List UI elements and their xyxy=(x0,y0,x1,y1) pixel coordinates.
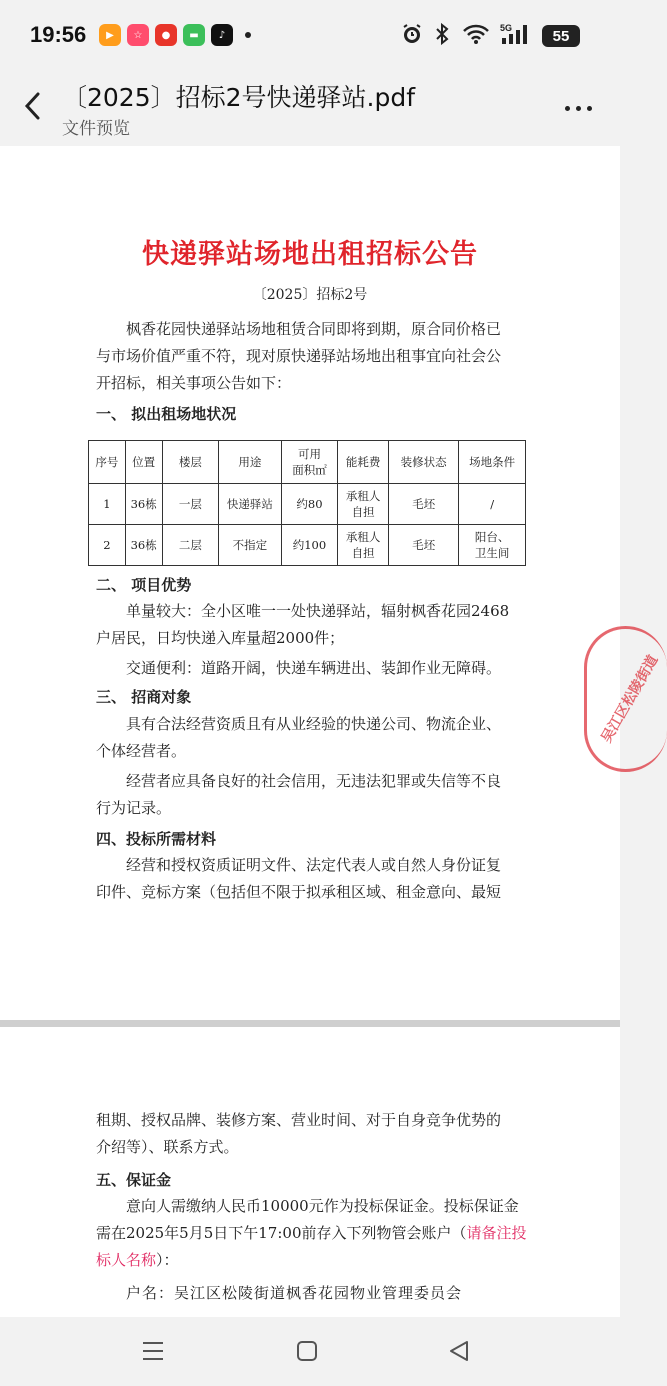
text-line: 行为记录。 xyxy=(96,799,172,817)
document-title: 快递驿站场地出租招标公告 xyxy=(142,239,478,270)
table-cell: 36栋 xyxy=(125,525,162,566)
chat-app-icon: ▬ xyxy=(183,24,205,46)
file-title: 〔2025〕招标2号快递驿站.pdf xyxy=(62,83,416,112)
table-row xyxy=(89,525,526,566)
table-header-text: 可用 xyxy=(297,447,321,461)
app-header xyxy=(0,70,620,146)
table-cell: 1 xyxy=(89,484,126,525)
text-line: 户居民，日均快递入库量超2000件； xyxy=(96,629,345,647)
chevron-left-icon xyxy=(23,91,41,121)
notification-icons xyxy=(99,24,251,46)
target-paragraph-2 xyxy=(96,768,526,822)
table-cell xyxy=(338,484,389,525)
system-navigation-bar xyxy=(0,1317,620,1386)
recent-apps-button[interactable] xyxy=(135,1333,171,1369)
cell-text: 卫生间 xyxy=(474,546,510,560)
pdf-page-1[interactable] xyxy=(0,146,662,1020)
table-cell: 毛坯 xyxy=(388,525,458,566)
cell-text: / xyxy=(490,497,495,511)
document-number: 〔2025〕招标2号 xyxy=(252,287,368,303)
table-header-cell: 楼层 xyxy=(162,441,219,484)
text-line: 枫香花园快递驿站场地租赁合同即将到期，原合同价格已 xyxy=(126,320,502,338)
text-line: 租期、授权品牌、装修方案、营业时间、对于自身竞争优势的 xyxy=(96,1111,502,1129)
advantage-paragraph-2 xyxy=(96,655,526,682)
text-line: 单量较大：全小区唯一一处快递驿站，辐射枫香花园2468 xyxy=(126,602,510,620)
table-row xyxy=(89,484,526,525)
file-preview-label: 文件预览 xyxy=(62,119,130,139)
text-line: 交通便利：道路开阔，快递车辆进出、装卸作业无障碍。 xyxy=(126,659,502,677)
table-cell: 约80 xyxy=(281,484,338,525)
back-triangle-icon xyxy=(447,1339,471,1363)
more-dot-icon xyxy=(565,106,570,111)
text-line: 经营者应具备良好的社会信用，无违法犯罪或失信等不良 xyxy=(126,772,502,790)
svg-text:5G: 5G xyxy=(500,23,513,33)
text-line: 个体经营者。 xyxy=(96,742,187,760)
text-line: 具有合法经营资质且有从业经验的快递公司、物流企业、 xyxy=(126,715,502,733)
table-cell: 不指定 xyxy=(219,525,282,566)
system-icons xyxy=(400,22,528,46)
text-segment: ）： xyxy=(156,1251,179,1269)
cell-text: 承租人 xyxy=(345,530,381,544)
table-cell: 快递驿站 xyxy=(219,484,282,525)
tiktok-icon: ♪ xyxy=(211,24,233,46)
cell-text: 自担 xyxy=(351,546,375,560)
section-heading-1: 一、 拟出租场地状况 xyxy=(96,405,237,423)
more-dot-icon xyxy=(587,106,592,111)
food-app-icon: ● xyxy=(155,24,177,46)
target-paragraph-1 xyxy=(96,711,526,765)
table-cell: 毛坯 xyxy=(388,484,458,525)
section-heading-3: 三、 招商对象 xyxy=(96,688,192,706)
table-header-text: 面积㎡ xyxy=(292,463,327,477)
text-line: 印件、竞标方案（包括但不限于拟承租区域、租金意向、最短 xyxy=(96,883,502,901)
table-cell: 一层 xyxy=(162,484,219,525)
deposit-paragraph xyxy=(96,1193,526,1274)
table-header-cell: 能耗费 xyxy=(338,441,389,484)
table-cell xyxy=(338,525,389,566)
table-header-cell: 位置 xyxy=(125,441,162,484)
text-line xyxy=(96,1220,526,1247)
text-line: 与市场价值严重不符，现对原快递驿站场地出租事宜向社会公 xyxy=(96,347,502,365)
clock: 19:56 xyxy=(30,22,87,47)
text-segment: 需在2025年5月5日下午17:00前存入下列物管会账户（ xyxy=(96,1224,467,1242)
table-header-cell xyxy=(281,441,338,484)
table-header-cell: 序号 xyxy=(89,441,126,484)
table-cell: 2 xyxy=(89,525,126,566)
highlighted-note: 标人名称 xyxy=(96,1251,157,1269)
text-line: 经营和授权资质证明文件、法定代表人或自然人身份证复 xyxy=(126,856,502,874)
5g-signal-icon xyxy=(500,22,528,46)
seal-text: 吴江区松陵街道 xyxy=(598,652,662,746)
table-header-cell: 用途 xyxy=(219,441,282,484)
table-cell: 36栋 xyxy=(125,484,162,525)
cell-text: 自担 xyxy=(351,505,375,519)
home-button[interactable] xyxy=(289,1333,325,1369)
table-header-cell: 场地条件 xyxy=(459,441,526,484)
table-cell: 二层 xyxy=(162,525,219,566)
account-name-line xyxy=(96,1280,526,1307)
intro-paragraph xyxy=(96,316,526,397)
table-header-cell: 装修状态 xyxy=(388,441,458,484)
materials-paragraph xyxy=(96,852,526,906)
alarm-icon xyxy=(400,22,424,46)
video-app-icon: ▶ xyxy=(99,24,121,46)
table-cell: 约100 xyxy=(281,525,338,566)
section-heading-4: 四、投标所需材料 xyxy=(96,830,217,848)
table-cell xyxy=(459,484,526,525)
more-notifications-icon xyxy=(245,32,251,38)
wifi-icon xyxy=(462,23,490,45)
section-heading-5: 五、保证金 xyxy=(96,1171,172,1189)
text-line: 介绍等）、联系方式。 xyxy=(96,1138,239,1156)
text-line: 意向人需缴纳人民币10000元作为投标保证金。投标保证金 xyxy=(126,1197,519,1215)
lease-table xyxy=(88,440,526,566)
battery-indicator: 55 xyxy=(542,25,580,47)
back-nav-button[interactable] xyxy=(441,1333,477,1369)
table-header-row xyxy=(89,441,526,484)
cell-text: 阳台、 xyxy=(474,530,510,544)
text-line xyxy=(96,1247,526,1274)
text-line: 户名：吴江区松陵街道枫香花园物业管理委员会 xyxy=(126,1284,463,1302)
text-line: 开招标，相关事项公告如下： xyxy=(96,374,292,392)
bluetooth-icon xyxy=(434,22,452,46)
page-separator xyxy=(0,1020,620,1027)
home-icon xyxy=(295,1339,319,1363)
cell-text: 承租人 xyxy=(345,489,381,503)
advantage-paragraph-1 xyxy=(96,598,526,652)
status-bar xyxy=(0,0,620,70)
table-cell xyxy=(459,525,526,566)
highlighted-note: 请备注投 xyxy=(466,1224,527,1242)
materials-continued-paragraph xyxy=(96,1107,526,1161)
back-button[interactable] xyxy=(14,84,50,128)
pdf-page-2[interactable] xyxy=(0,1027,620,1317)
section-heading-2: 二、 项目优势 xyxy=(96,576,192,594)
more-dot-icon xyxy=(576,106,581,111)
menu-icon xyxy=(141,1340,165,1362)
shopping-app-icon: ☆ xyxy=(127,24,149,46)
more-options-button[interactable] xyxy=(558,94,598,122)
